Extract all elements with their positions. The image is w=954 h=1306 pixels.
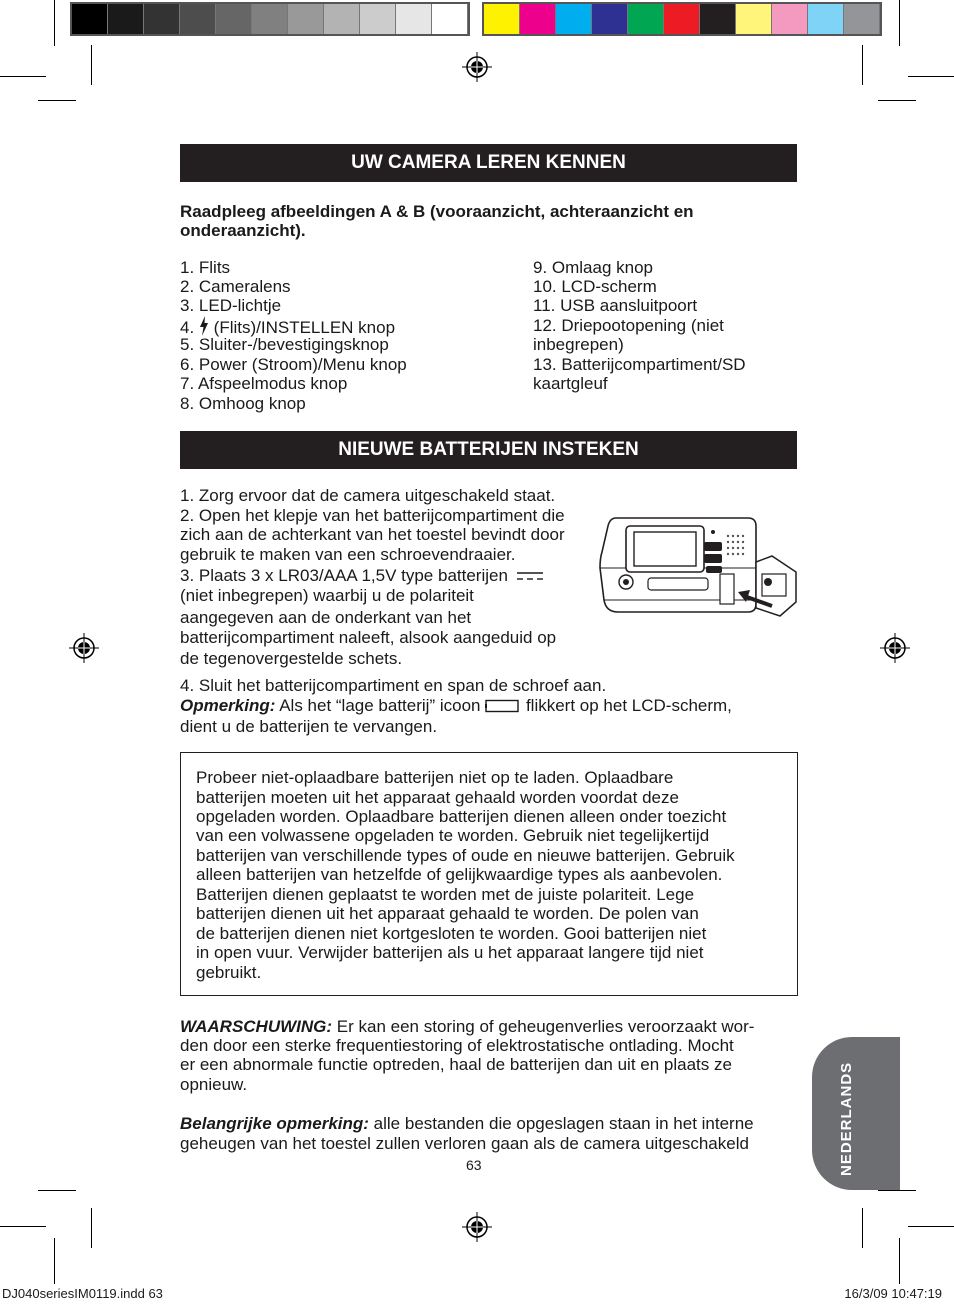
list-item: 6. Power (Stroom)/Menu knop xyxy=(180,355,407,374)
section-header-batteries xyxy=(180,431,797,469)
note-text-content: Als het “lage batterij” icoon xyxy=(279,696,481,715)
note-text: dient u de batterijen te vervangen. xyxy=(180,717,438,736)
crop-mark xyxy=(0,1226,46,1227)
crop-mark xyxy=(908,76,954,77)
safety-text: van een volwassene opgeladen te worden. Gebruik niet tegelijkertijd xyxy=(196,826,710,845)
list-item: 2. Cameralens xyxy=(180,277,291,296)
list-item: 9. Omlaag knop xyxy=(533,258,654,277)
crop-mark xyxy=(899,1238,900,1284)
color-swatch xyxy=(520,4,556,34)
safety-text: gebruikt. xyxy=(196,963,262,982)
list-item: 12. Driepootopening (niet xyxy=(533,316,724,335)
list-item: 3. LED-lichtje xyxy=(180,296,282,315)
note-text-content: flikkert op het LCD-scherm, xyxy=(525,696,732,715)
color-swatch xyxy=(432,4,468,34)
step-text: 1. Zorg ervoor dat de camera uitgeschakeld staat. xyxy=(180,486,556,505)
crop-mark xyxy=(878,100,916,101)
important-note-label: Belangrijke opmerking: xyxy=(180,1114,369,1133)
step-text: batterijcompartiment naleeft, alsook aangeduid op xyxy=(180,628,557,647)
registration-mark-icon xyxy=(69,633,99,663)
crop-mark xyxy=(899,0,900,46)
safety-text: Batterijen dienen geplaatst te worden met de juiste polariteit. Lege xyxy=(196,885,695,904)
color-swatch xyxy=(484,4,520,34)
color-swatch xyxy=(736,4,772,34)
safety-text: opgeladen worden. Oplaadbare batterijen dienen alleen onder toezicht xyxy=(196,807,727,826)
low-battery-icon xyxy=(485,699,521,713)
intro-text: onderaanzicht). xyxy=(180,221,306,240)
warning-label: WAARSCHUWING: xyxy=(180,1017,333,1036)
color-swatch xyxy=(628,4,664,34)
safety-text: batterijen van verschillende types of oude en nieuwe batterijen. Gebruik xyxy=(196,846,735,865)
list-item: 11. USB aansluitpoort xyxy=(533,296,698,315)
color-swatch xyxy=(216,4,252,34)
color-swatch xyxy=(144,4,180,34)
color-swatch xyxy=(324,4,360,34)
step-text-content: 3. Plaats 3 x LR03/AAA 1,5V type batterijen xyxy=(180,566,508,585)
language-tab xyxy=(812,1037,900,1190)
warning-text: er een abnormale functie optreden, haal de batterijen dan uit en plaats ze xyxy=(180,1055,732,1074)
safety-text: in open vuur. Verwijder batterijen als u het apparaat langere tijd niet xyxy=(196,943,704,962)
safety-text: batterijen dienen uit het apparaat gehaald te worden. De polen van xyxy=(196,904,699,923)
color-swatch xyxy=(108,4,144,34)
camera-battery-illustration xyxy=(596,512,802,624)
safety-text: Probeer niet-oplaadbare batterijen niet op te laden. Oplaadbare xyxy=(196,768,674,787)
step-text: (niet inbegrepen) waarbij u de polariteit xyxy=(180,586,474,605)
step-text: de tegenovergestelde schets. xyxy=(180,649,403,668)
footer-date-info: 16/3/09 10:47:19 xyxy=(844,1286,942,1301)
warning-text: opnieuw. xyxy=(180,1075,248,1094)
note-text xyxy=(180,696,732,716)
step-text: aangegeven aan de onderkant van het xyxy=(180,608,472,627)
footer-file-info: DJ040seriesIM0119.indd 63 xyxy=(2,1286,163,1301)
registration-mark-icon xyxy=(880,633,910,663)
note-label: Opmerking: xyxy=(180,696,276,715)
registration-mark-icon xyxy=(462,52,492,82)
process-color-bar xyxy=(482,2,882,36)
list-item: inbegrepen) xyxy=(533,335,624,354)
list-item: 1. Flits xyxy=(180,258,231,277)
intro-text: Raadpleeg afbeeldingen A & B (vooraanzicht, achteraanzicht en xyxy=(180,202,694,221)
list-item: kaartgleuf xyxy=(533,374,608,393)
crop-mark xyxy=(91,1208,92,1248)
crop-mark xyxy=(91,45,92,85)
warning-text-content: Er kan een storing of geheugenverlies veroorzaakt wor- xyxy=(336,1017,755,1036)
step-text xyxy=(180,566,543,586)
list-item: 13. Batterijcompartiment/SD xyxy=(533,355,746,374)
list-item-label: (Flits)/INSTELLEN knop xyxy=(213,318,396,337)
grayscale-color-bar xyxy=(70,2,470,36)
dc-symbol-icon xyxy=(517,570,543,582)
list-item-number: 4. xyxy=(180,318,195,337)
color-swatch xyxy=(180,4,216,34)
color-swatch xyxy=(396,4,432,34)
crop-mark xyxy=(862,1208,863,1248)
step-text: zich aan de achterkant van het toestel bevindt door xyxy=(180,525,565,544)
crop-mark xyxy=(878,1190,916,1191)
color-swatch xyxy=(592,4,628,34)
safety-text: alleen batterijen van hetzelfde of gelijkwaardige types als aanbevolen. xyxy=(196,865,723,884)
flash-icon xyxy=(199,316,209,336)
color-swatch xyxy=(360,4,396,34)
warning-text: den door een sterke frequentiestoring of elektrostatische ontlading. Mocht xyxy=(180,1036,734,1055)
page-number: 63 xyxy=(466,1157,482,1173)
section-title: NIEUWE BATTERIJEN INSTEKEN xyxy=(338,439,639,460)
step-text: 2. Open het klepje van het batterijcompartiment die xyxy=(180,506,565,525)
color-swatch xyxy=(844,4,880,34)
list-item: 7. Afspeelmodus knop xyxy=(180,374,348,393)
language-tab-label: NEDERLANDS xyxy=(838,1061,855,1176)
color-swatch xyxy=(700,4,736,34)
color-swatch xyxy=(288,4,324,34)
crop-mark xyxy=(38,100,76,101)
list-item: 10. LCD-scherm xyxy=(533,277,657,296)
list-item: 8. Omhoog knop xyxy=(180,394,306,413)
registration-mark-icon xyxy=(462,1212,492,1242)
color-swatch xyxy=(808,4,844,34)
important-note-text xyxy=(180,1114,754,1134)
crop-mark xyxy=(38,1190,76,1191)
step-text: 4. Sluit het batterijcompartiment en span de schroef aan. xyxy=(180,676,607,695)
important-note-text: geheugen van het toestel zullen verloren gaan als de camera uitgeschakeld xyxy=(180,1134,749,1153)
safety-text: batterijen moeten uit het apparaat gehaald worden voordat deze xyxy=(196,788,679,807)
list-item: 5. Sluiter-/bevestigingsknop xyxy=(180,335,389,354)
color-swatch xyxy=(72,4,108,34)
safety-text: de batterijen dienen niet kortgesloten te worden. Gooi batterijen niet xyxy=(196,924,707,943)
crop-mark xyxy=(862,45,863,85)
step-text: gebruik te maken van een schroevendraaier. xyxy=(180,545,516,564)
crop-mark xyxy=(54,0,55,46)
color-swatch xyxy=(772,4,808,34)
section-header-camera xyxy=(180,144,797,182)
crop-mark xyxy=(908,1226,954,1227)
color-swatch xyxy=(252,4,288,34)
warning-text xyxy=(180,1017,754,1037)
crop-mark xyxy=(0,76,46,77)
color-swatch xyxy=(664,4,700,34)
important-note-content: alle bestanden die opgeslagen staan in het interne xyxy=(373,1114,754,1133)
section-title: UW CAMERA LEREN KENNEN xyxy=(351,152,626,173)
crop-mark xyxy=(54,1238,55,1284)
color-swatch xyxy=(556,4,592,34)
